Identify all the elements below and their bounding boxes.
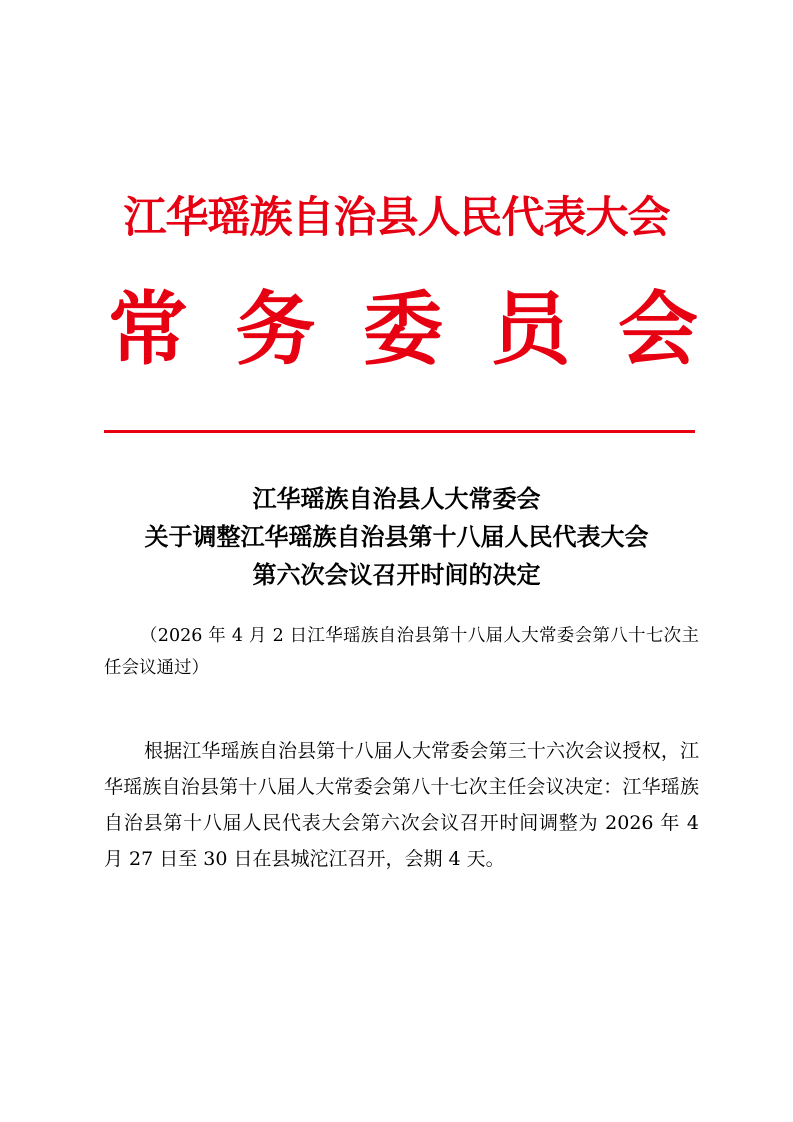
document-title [0, 480, 793, 594]
document-title-line: 江华瑶族自治县人大常委会 [252, 484, 541, 513]
red-divider-line [104, 430, 695, 433]
heading-char: 委 [363, 283, 443, 376]
document-title-line: 关于调整江华瑶族自治县第十八届人民代表大会 [144, 522, 649, 551]
document-title-line: 第六次会议召开时间的决定 [252, 560, 541, 589]
decision-body-paragraph: 根据江华瑶族自治县第十八届人大常委会第三十六次会议授权，江华瑶族自治县第十八届人大常委会第八十七次主任会议决定：江华瑶族自治县第十八届人民代表大会第六次会议召开时间调整为 2026 年 4 月 27 日至 30 日在县城沱江召开，会期 4 天。 [104, 740, 699, 870]
heading-char: 会 [618, 283, 698, 376]
heading-char: 务 [235, 283, 316, 376]
issuer-name-line: 江华瑶族自治县人民代表大会 [123, 193, 670, 243]
adoption-note: （2026 年 4 月 2 日江华瑶族自治县第十八届人大常委会第八十七次主任会议通过） [104, 626, 699, 678]
issuer-committee-heading [108, 282, 698, 378]
heading-char: 常 [108, 283, 188, 376]
heading-char: 员 [490, 283, 571, 376]
